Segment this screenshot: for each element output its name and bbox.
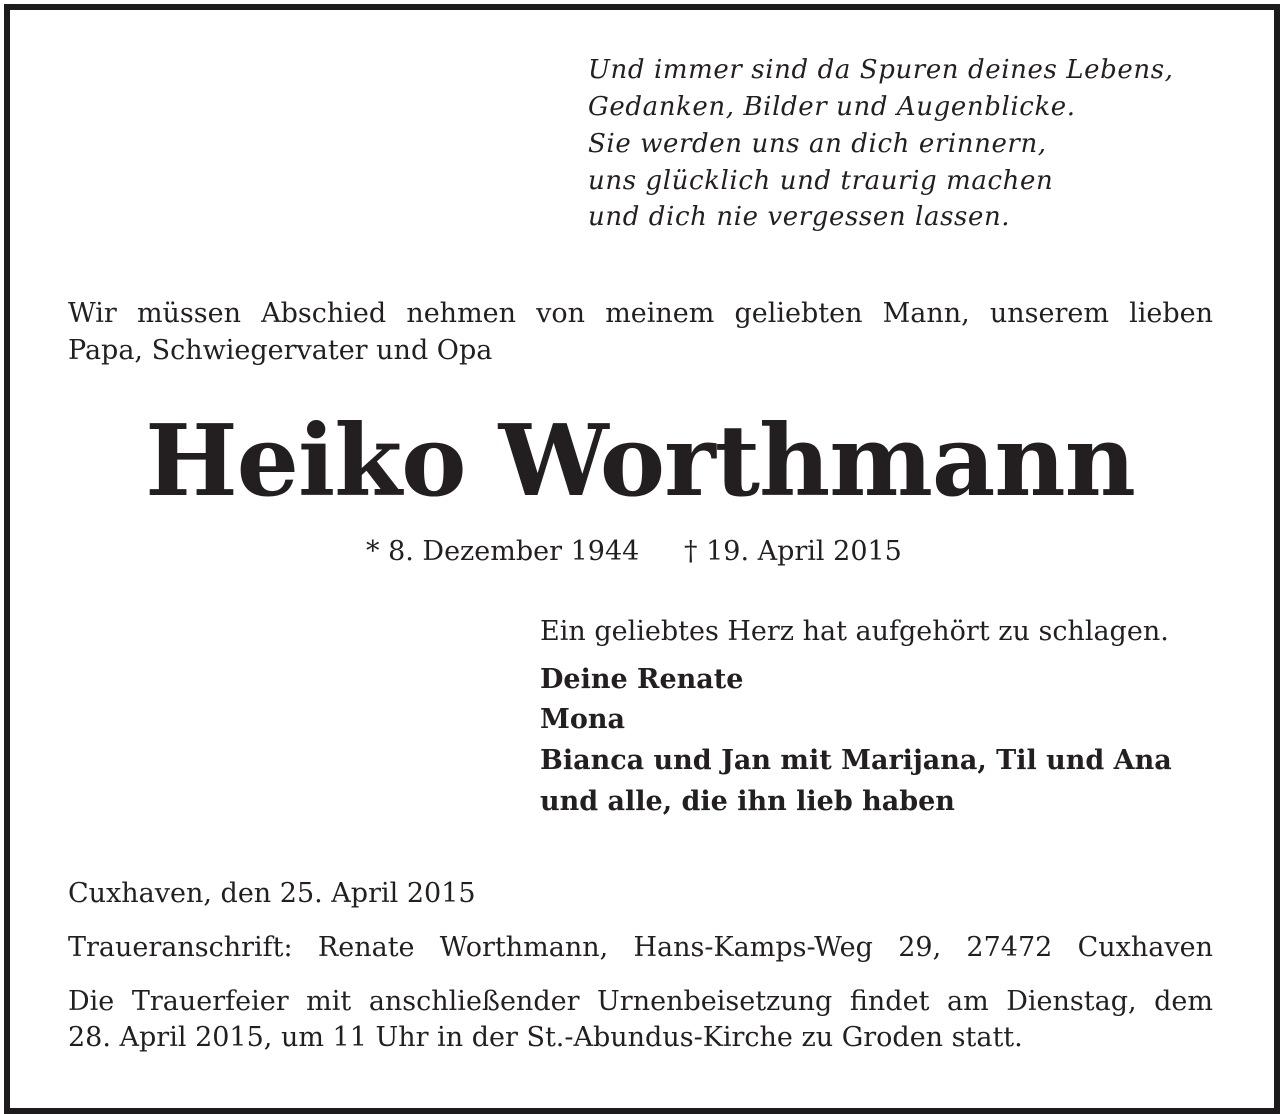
poem-line: und dich nie vergessen lassen.: [588, 202, 1011, 232]
birth-date: * 8. Dezember 1944: [366, 536, 640, 567]
family-member: Deine Renate: [540, 664, 744, 695]
heart-line: Ein geliebtes Herz hat aufgehört zu schlagen.: [540, 616, 1169, 647]
poem-line: Sie werden uns an dich erinnern,: [588, 129, 1047, 159]
family-member: Mona: [540, 704, 626, 735]
intro-line-2: Papa, Schwiegervater und Opa: [68, 335, 493, 366]
family-member: und alle, die ihn lieb haben: [540, 786, 955, 817]
poem-line: Und immer sind da Spuren deines Lebens,: [588, 55, 1174, 85]
place-date: Cuxhaven, den 25. April 2015: [68, 878, 476, 909]
ceremony-line-2: 28. April 2015, um 11 Uhr in der St.-Abundus-Kirche zu Groden statt.: [68, 1022, 1023, 1053]
death-date: † 19. April 2015: [684, 536, 902, 567]
poem-line: Gedanken, Bilder und Augenblicke.: [588, 92, 1076, 122]
ceremony-line-1: Die Trauerfeier mit anschließender Urnenbeisetzung findet am Dienstag, dem: [68, 986, 1213, 1017]
mourning-address: Traueranschrift: Renate Worthmann, Hans-Kamps-Weg 29, 27472 Cuxhaven: [68, 932, 1213, 963]
family-member: Bianca und Jan mit Marijana, Til und Ana: [540, 745, 1172, 776]
poem-line: uns glücklich und traurig machen: [588, 166, 1054, 196]
deceased-name: Heiko Worthmann: [145, 404, 1135, 519]
intro-line-1: Wir müssen Abschied nehmen von meinem geliebten Mann, unserem lieben: [68, 298, 1213, 329]
